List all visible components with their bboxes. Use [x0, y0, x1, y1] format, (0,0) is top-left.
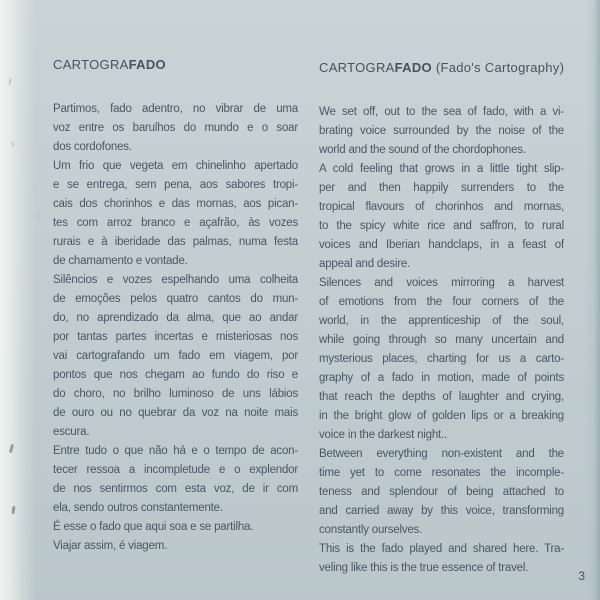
- text-line: tropical flavours of chorinhos and mornas,: [319, 201, 564, 213]
- text-line: do, no aprendizado da alma, que ao andar: [53, 312, 298, 324]
- text-line: voices and Iberian handclaps, in a feast of: [319, 239, 564, 251]
- paper-scratch: [38, 215, 40, 217]
- text-line: voice in the darkest night..: [319, 429, 448, 441]
- text-line: graphy of a fado in motion, made of points: [319, 372, 564, 384]
- text-line: tes com arroz branco e açafrão, às vozes: [53, 217, 298, 229]
- portuguese-body: [53, 100, 298, 556]
- text-line: A cold feeling that grows in a little tight slip-: [319, 163, 564, 175]
- text-line: pontos que nos chegam ao fundo do riso e: [53, 369, 298, 381]
- text-line: cais dos chorinhos e das mornas, aos pican-: [53, 198, 298, 210]
- text-line: in the bright glow of golden lips or a breaking: [319, 410, 564, 422]
- text-line: voz entre os barulhos do mundo e o soar: [53, 122, 298, 134]
- text-line: brating voice surrounded by the noise of the: [319, 125, 564, 137]
- page-number: 3: [578, 569, 585, 583]
- portuguese-column: [53, 55, 298, 556]
- text-line: that reach the depths of laughter and crying,: [319, 391, 564, 403]
- text-line: veling like this is the true essence of travel.: [319, 562, 529, 574]
- text-line: de ouro ou no quebrar da voz na noite mais: [53, 407, 298, 419]
- text-line: e se entrega, sem pena, aos sabores tropi-: [53, 179, 298, 191]
- title-bold-part: FADO: [394, 60, 432, 75]
- text-line: world and the sound of the chordophones.: [319, 144, 526, 156]
- text-line: dos cordofones.: [53, 141, 132, 153]
- text-line: of emotions from the four corners of the: [319, 296, 564, 308]
- text-line: É esse o fado que aqui soa e se partilha.: [53, 521, 254, 533]
- text-line: We set off, out to the sea of fado, with a vi-: [319, 106, 564, 118]
- text-line: mysterious places, charting for us a carto-: [319, 353, 564, 365]
- text-line: to the spicy white rice and saffron, to rural: [319, 220, 564, 232]
- text-line: Silences and voices mirroring a harvest: [319, 277, 564, 289]
- text-line: appeal and desire.: [319, 258, 411, 270]
- text-line: Silêncios e vozes espelhando uma colheita: [53, 274, 298, 286]
- title-regular-part: CARTOGRA: [319, 60, 395, 75]
- text-line: tecer ressoa a incompletude e o explendor: [53, 464, 298, 476]
- title-rest-part: (Fado's Cartography): [431, 60, 565, 75]
- text-line: per and then happily surrenders to the: [319, 182, 564, 194]
- text-line: and carried away by this voice, transforming: [319, 505, 564, 517]
- text-line: do choro, no brilho luminoso de uns lábios: [53, 388, 298, 400]
- paper-scratch: [8, 78, 11, 85]
- text-line: rurais e à iberidade das palmas, numa festa: [53, 236, 298, 248]
- text-line: Um frio que vegeta em chinelinho apertado: [53, 160, 298, 172]
- text-line: constantly ourselves.: [319, 524, 423, 536]
- portuguese-title: [53, 55, 298, 74]
- text-line: de chamamento e vontade.: [53, 255, 188, 267]
- text-line: teness and splendour of being attached to: [319, 486, 564, 498]
- title-regular-part: CARTOGRA: [53, 57, 129, 72]
- english-title: [319, 58, 564, 77]
- text-line: escura.: [53, 426, 90, 438]
- text-line: Viajar assim, é viagem.: [53, 540, 168, 552]
- text-line: Entre tudo o que não há e o tempo de acon-: [53, 445, 298, 457]
- english-column: [319, 58, 564, 578]
- text-line: de nos sentirmos com esta voz, de ir com: [53, 483, 298, 495]
- text-line: ela, sendo outros constantemente.: [53, 502, 223, 514]
- text-line: Partimos, fado adentro, no vibrar de uma: [53, 103, 298, 115]
- text-line: de emoções pelos quatro cantos do mun-: [53, 293, 298, 305]
- text-line: Between everything non-existent and the: [319, 448, 564, 460]
- text-line: while going through so many uncertain and: [319, 334, 564, 346]
- paper-scratch: [11, 506, 15, 514]
- paper-scratch: [9, 444, 14, 453]
- paper-scratch: [11, 142, 14, 147]
- text-line: vai cartografando um fado em viagem, por: [53, 350, 298, 362]
- text-line: world, in the apprenticeship of the soul,: [319, 315, 564, 327]
- text-line: por tantas partes incertas e misteriosas nos: [53, 331, 298, 343]
- text-line: time yet to come resonates the incomple-: [319, 467, 564, 479]
- title-bold-part: FADO: [128, 57, 166, 72]
- english-body: [319, 103, 564, 578]
- text-line: This is the fado played and shared here. Tra-: [319, 543, 564, 555]
